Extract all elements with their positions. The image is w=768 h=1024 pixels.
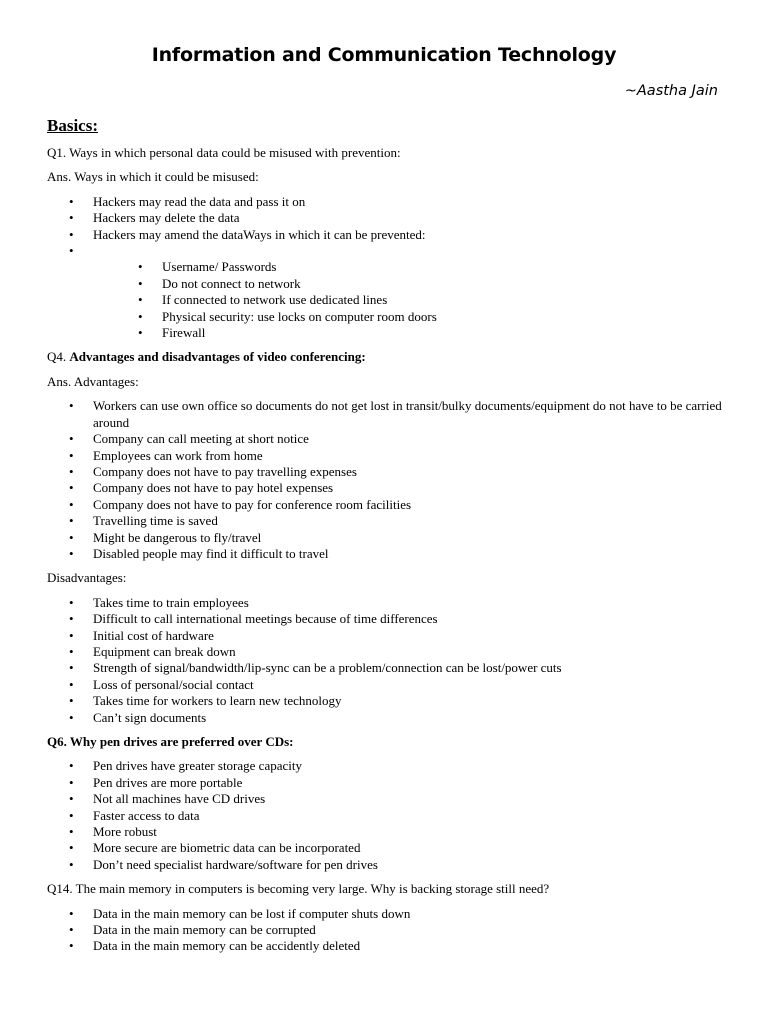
list-item: • Initial cost of hardware <box>47 628 727 644</box>
q4-prefix: Q4. <box>47 349 70 365</box>
list-item: • More secure are biometric data can be incorporated <box>47 840 727 856</box>
list-item: • Data in the main memory can be corrupted <box>47 922 727 938</box>
list-item: • Employees can work from home <box>47 448 727 464</box>
list-item: • Can’t sign documents <box>47 710 727 726</box>
list-item: • Not all machines have CD drives <box>47 791 727 807</box>
section-heading-basics: Basics: <box>47 116 98 135</box>
q1-prevention-list <box>93 259 727 341</box>
q4-advantages-intro: Ans. Advantages: <box>47 373 139 389</box>
list-item: • Company can call meeting at short notice <box>47 431 727 447</box>
list-item: • Firewall <box>93 325 727 341</box>
list-item: • Don’t need specialist hardware/software for pen drives <box>47 857 727 873</box>
list-item: • Takes time to train employees <box>47 595 727 611</box>
list-item: • Pen drives are more portable <box>47 775 727 791</box>
list-item: • Data in the main memory can be lost if computer shuts down <box>47 906 727 922</box>
list-item: • Physical security: use locks on computer room doors <box>93 309 727 325</box>
list-item: • Data in the main memory can be accidently deleted <box>47 938 727 954</box>
author-name: ~Aastha Jain <box>624 83 718 99</box>
q1-misuse-list <box>47 194 727 342</box>
list-item: • Strength of signal/bandwidth/lip-sync can be a problem/connection can be lost/power cuts <box>47 660 727 676</box>
document-title: Information and Communication Technology <box>151 44 617 66</box>
q6-question <box>47 734 727 750</box>
list-item: • Hackers may delete the data <box>47 210 727 226</box>
q14-question: Q14. The main memory in computers is becoming very large. Why is backing storage still need? <box>47 881 550 897</box>
list-item: • Difficult to call international meetings because of time differences <box>47 611 727 627</box>
q6-list <box>47 758 727 873</box>
list-item: • Takes time for workers to learn new technology <box>47 693 727 709</box>
q4-disadvantages-intro: Disadvantages: <box>47 570 127 586</box>
list-item: • Company does not have to pay travelling expenses <box>47 464 727 480</box>
list-item: • Pen drives have greater storage capacity <box>47 758 727 774</box>
list-item: • Faster access to data <box>47 808 727 824</box>
list-item: • Loss of personal/social contact <box>47 677 727 693</box>
list-item: • Disabled people may find it difficult to travel <box>47 546 727 562</box>
q4-advantages-list <box>47 398 727 562</box>
list-item: • Hackers may read the data and pass it on <box>47 194 727 210</box>
list-item: • If connected to network use dedicated lines <box>93 292 727 308</box>
list-item: • Company does not have to pay for conference room facilities <box>47 497 727 513</box>
list-item: • • Username/ Passwords <box>93 259 727 275</box>
list-item: • Do not connect to network <box>93 276 727 292</box>
list-item-empty <box>47 243 727 341</box>
list-item: • Hackers may amend the dataWays in which it can be prevented: <box>47 227 727 243</box>
list-item: • Travelling time is saved <box>47 513 727 529</box>
q4-question <box>47 349 727 365</box>
q14-list <box>47 906 727 955</box>
list-item: • Company does not have to pay hotel expenses <box>47 480 727 496</box>
q1-question: Q1. Ways in which personal data could be misused with prevention: <box>47 145 401 160</box>
list-item: • Might be dangerous to fly/travel <box>47 530 727 546</box>
list-item: • More robust <box>47 824 727 840</box>
list-item: • Workers can use own office so documents do not get lost in transit/bulky documents/equipment do not have to be carried around <box>47 398 727 431</box>
q4-disadvantages-list <box>47 595 727 726</box>
q4-question-text: Advantages and disadvantages of video conferencing: <box>69 349 366 365</box>
document-body <box>47 116 727 963</box>
q6-question-text: Q6. Why pen drives are preferred over CDs: <box>47 734 294 749</box>
list-item: • Equipment can break down <box>47 644 727 660</box>
q1-answer-intro: Ans. Ways in which it could be misused: <box>47 169 259 185</box>
